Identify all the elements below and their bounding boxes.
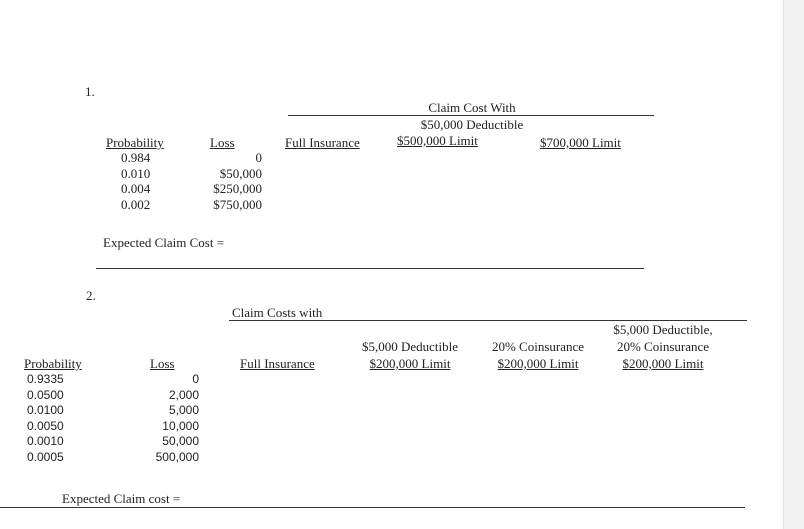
problem-1-full-insurance-header: Full Insurance: [285, 135, 360, 150]
probability-value: 0.0100: [27, 403, 64, 417]
loss-value: 10,000: [162, 418, 199, 433]
loss-value: $750,000: [213, 196, 262, 212]
problem-2-deductible-header-line1: $5,000 Deductible: [361, 339, 459, 354]
problem-2-full-insurance-header: Full Insurance: [240, 356, 315, 371]
problem-1-probability-header: Probability: [106, 135, 164, 150]
problem-2-combined-header-line3: $200,000 Limit: [622, 356, 704, 371]
problem-2-probability-header: Probability: [24, 356, 82, 371]
problem-2-coinsurance-header-line2: $200,000 Limit: [497, 356, 579, 371]
problem-1-group-header-line2: $50,000 Deductible: [420, 117, 524, 132]
loss-value: 0: [255, 150, 262, 165]
vertical-scrollbar[interactable]: [783, 0, 804, 529]
probability-value: 0.9335: [27, 372, 64, 386]
loss-value: $50,000: [219, 165, 262, 181]
problem-2-number: 2.: [86, 288, 96, 303]
problem-2-expected-claim-cost: Expected Claim cost =: [62, 491, 181, 506]
loss-value: 500,000: [155, 449, 199, 464]
probability-value: 0.0005: [27, 449, 64, 464]
problem-1-probability-column: [121, 150, 150, 212]
problem-1-loss-header: Loss: [210, 135, 235, 150]
loss-value: $250,000: [213, 181, 262, 196]
loss-value: 5,000: [168, 403, 199, 417]
problem-1-loss-column: [190, 150, 262, 212]
problem-2-bottom-rule: [0, 507, 745, 508]
probability-value: 0.0500: [27, 387, 64, 402]
problem-1-number: 1.: [85, 84, 95, 99]
probability-value: 0.984: [121, 150, 151, 165]
probability-value: 0.010: [121, 165, 151, 181]
problem-2-header-rule: [229, 320, 747, 321]
probability-value: 0.0010: [27, 434, 64, 448]
probability-value: 0.004: [121, 181, 151, 196]
loss-value: 0: [192, 372, 199, 386]
problem-1-header-rule: [288, 115, 654, 116]
problem-1-group-header-line1: Claim Cost With: [428, 100, 516, 115]
problem-2-loss-column: [130, 372, 199, 465]
problem-1-500k-limit-header: $500,000 Limit: [397, 133, 478, 148]
problem-2-combined-header-line2: 20% Coinsurance: [616, 339, 710, 354]
problem-2-probability-column: [27, 372, 64, 465]
loss-value: 2,000: [168, 387, 199, 402]
problem-1-expected-claim-cost: Expected Claim Cost =: [103, 235, 225, 250]
problem-1-700k-limit-header: $700,000 Limit: [540, 135, 621, 150]
problem-2-coinsurance-header-line1: 20% Coinsurance: [491, 339, 585, 354]
problem-2-loss-header: Loss: [150, 356, 175, 371]
problem-2-group-header: Claim Costs with: [232, 305, 323, 320]
probability-value: 0.002: [121, 196, 151, 212]
problem-2-deductible-header-line2: $200,000 Limit: [369, 356, 451, 371]
loss-value: 50,000: [162, 434, 199, 448]
problem-2-combined-header-line1: $5,000 Deductible,: [613, 322, 713, 337]
section-divider-rule: [96, 268, 644, 269]
probability-value: 0.0050: [27, 418, 64, 433]
